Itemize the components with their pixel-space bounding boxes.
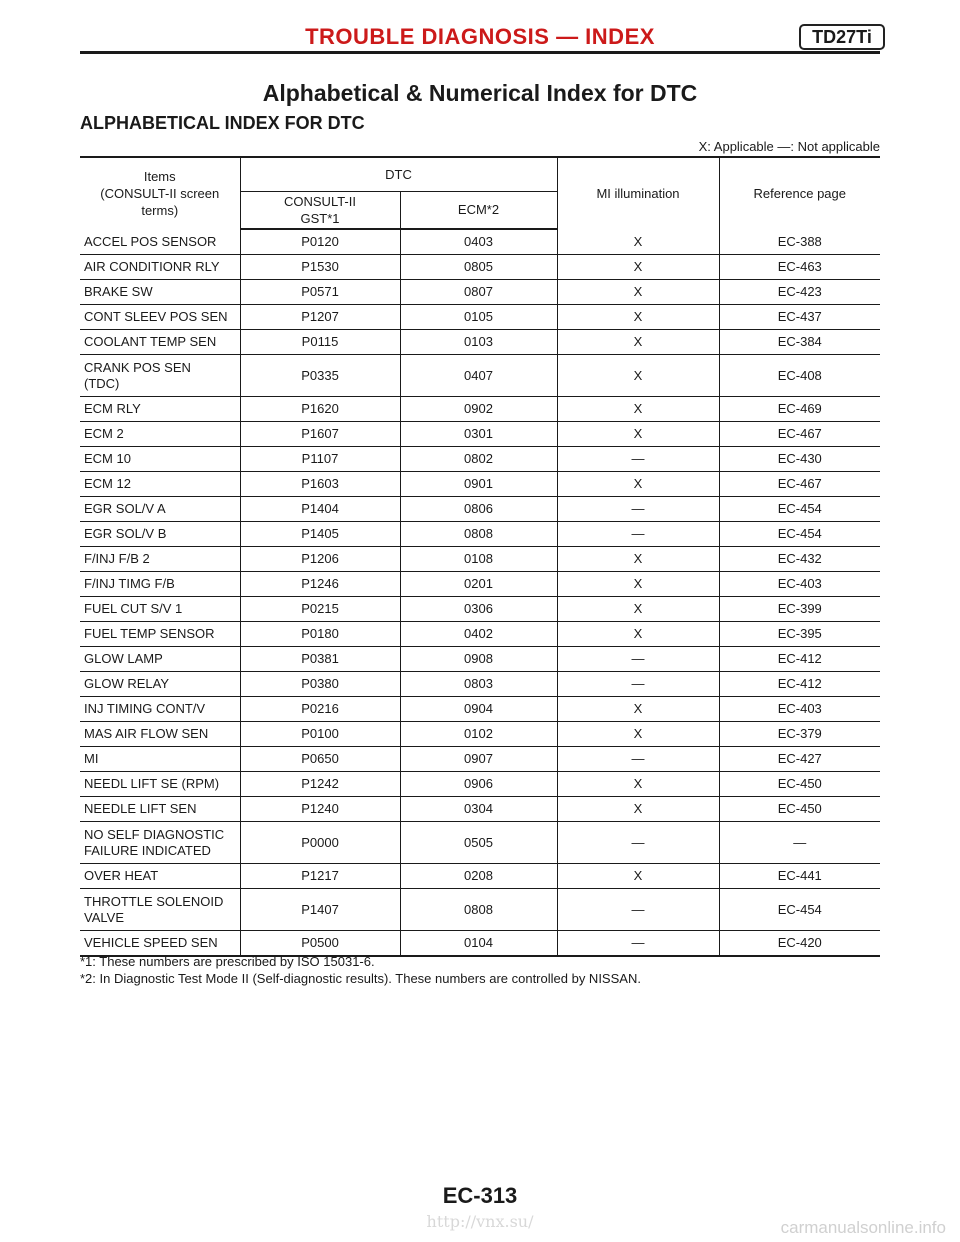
item-line1: FUEL CUT S/V 1 bbox=[84, 601, 183, 616]
reference-page-cell: EC-454 bbox=[719, 497, 880, 522]
item-cell bbox=[80, 822, 240, 864]
table-row bbox=[80, 280, 880, 305]
table-row bbox=[80, 597, 880, 622]
item-cell bbox=[80, 522, 240, 547]
item-cell bbox=[80, 547, 240, 572]
consult-code-cell: P0100 bbox=[240, 722, 400, 747]
item-cell bbox=[80, 422, 240, 447]
reference-page-cell: EC-441 bbox=[719, 864, 880, 889]
header-rule bbox=[80, 51, 880, 54]
mi-illumination-cell: X bbox=[557, 722, 719, 747]
reference-page-cell: EC-463 bbox=[719, 255, 880, 280]
table-row bbox=[80, 622, 880, 647]
consult-code-cell: P1607 bbox=[240, 422, 400, 447]
item-cell bbox=[80, 255, 240, 280]
reference-page-cell: EC-399 bbox=[719, 597, 880, 622]
consult-code-cell: P0000 bbox=[240, 822, 400, 864]
applicability-legend: X: Applicable —: Not applicable bbox=[698, 139, 880, 154]
ecm-code-cell: 0105 bbox=[400, 305, 557, 330]
item-line1: EGR SOL/V A bbox=[84, 501, 166, 516]
ecm-code-cell: 0505 bbox=[400, 822, 557, 864]
ecm-code-cell: 0403 bbox=[400, 229, 557, 255]
item-cell bbox=[80, 772, 240, 797]
item-line1: AIR CONDITIONR RLY bbox=[84, 259, 220, 274]
mi-illumination-cell: — bbox=[557, 497, 719, 522]
ecm-code-cell: 0103 bbox=[400, 330, 557, 355]
section-title: Alphabetical & Numerical Index for DTC bbox=[262, 80, 698, 106]
mi-illumination-cell: X bbox=[557, 697, 719, 722]
item-line1: NEEDL LIFT SE (RPM) bbox=[84, 776, 220, 791]
watermark-url: http://vnx.su/ bbox=[426, 1212, 534, 1231]
item-cell bbox=[80, 572, 240, 597]
item-line1: FUEL TEMP SENSOR bbox=[84, 626, 215, 641]
item-line1: GLOW RELAY bbox=[84, 676, 170, 691]
consult-code-cell: P0215 bbox=[240, 597, 400, 622]
table-row bbox=[80, 647, 880, 672]
consult-code-cell: P1207 bbox=[240, 305, 400, 330]
page-number: EC-313 bbox=[442, 1183, 518, 1208]
item-cell bbox=[80, 597, 240, 622]
table-row bbox=[80, 305, 880, 330]
consult-header-line1: CONSULT-II bbox=[284, 193, 356, 209]
ecm-code-cell: 0104 bbox=[400, 931, 557, 957]
ecm-code-cell: 0301 bbox=[400, 422, 557, 447]
mi-illumination-cell: X bbox=[557, 280, 719, 305]
ref-column-header: Reference page bbox=[719, 157, 880, 229]
item-line1: CONT SLEEV POS SEN bbox=[84, 309, 228, 324]
consult-code-cell: P0120 bbox=[240, 229, 400, 255]
ecm-code-cell: 0904 bbox=[400, 697, 557, 722]
reference-page-cell: EC-403 bbox=[719, 697, 880, 722]
consult-code-cell: P0115 bbox=[240, 330, 400, 355]
mi-illumination-cell: X bbox=[557, 330, 719, 355]
reference-page-cell: EC-412 bbox=[719, 647, 880, 672]
item-line1: MI bbox=[84, 751, 99, 766]
table-row bbox=[80, 330, 880, 355]
consult-code-cell: P1405 bbox=[240, 522, 400, 547]
subsection-title: ALPHABETICAL INDEX FOR DTC bbox=[80, 113, 365, 133]
reference-page-cell: EC-432 bbox=[719, 547, 880, 572]
items-header-line1: Items bbox=[143, 169, 176, 184]
consult-code-cell: P0381 bbox=[240, 647, 400, 672]
reference-page-cell: EC-454 bbox=[719, 522, 880, 547]
ecm-code-cell: 0906 bbox=[400, 772, 557, 797]
reference-page-cell: EC-450 bbox=[719, 797, 880, 822]
table-row bbox=[80, 672, 880, 697]
table-row bbox=[80, 472, 880, 497]
engine-model-badge: TD27Ti bbox=[799, 24, 885, 50]
item-cell bbox=[80, 697, 240, 722]
ecm-code-cell: 0201 bbox=[400, 572, 557, 597]
table-row bbox=[80, 355, 880, 397]
consult-code-cell: P0335 bbox=[240, 355, 400, 397]
mi-illumination-cell: X bbox=[557, 572, 719, 597]
reference-page-cell: EC-384 bbox=[719, 330, 880, 355]
consult-code-cell: P0216 bbox=[240, 697, 400, 722]
mi-illumination-cell: X bbox=[557, 355, 719, 397]
reference-page-cell: EC-423 bbox=[719, 280, 880, 305]
table-row bbox=[80, 572, 880, 597]
table-row bbox=[80, 497, 880, 522]
reference-page-cell: EC-427 bbox=[719, 747, 880, 772]
item-line1: ECM 10 bbox=[84, 451, 131, 466]
table-row bbox=[80, 889, 880, 931]
reference-page-cell: EC-408 bbox=[719, 355, 880, 397]
reference-page-cell: EC-454 bbox=[719, 889, 880, 931]
reference-page-cell: EC-430 bbox=[719, 447, 880, 472]
reference-page-cell: EC-469 bbox=[719, 397, 880, 422]
consult-code-cell: P1206 bbox=[240, 547, 400, 572]
item-line1: INJ TIMING CONT/V bbox=[84, 701, 206, 716]
dtc-group-header: DTC bbox=[240, 157, 557, 191]
item-cell bbox=[80, 497, 240, 522]
mi-illumination-cell: X bbox=[557, 797, 719, 822]
mi-illumination-cell: — bbox=[557, 647, 719, 672]
ecm-code-cell: 0407 bbox=[400, 355, 557, 397]
item-cell bbox=[80, 622, 240, 647]
mi-illumination-cell: X bbox=[557, 622, 719, 647]
consult-code-cell: P1240 bbox=[240, 797, 400, 822]
item-cell bbox=[80, 797, 240, 822]
table-row bbox=[80, 422, 880, 447]
item-line1: CRANK POS SEN bbox=[84, 359, 191, 375]
reference-page-cell: EC-412 bbox=[719, 672, 880, 697]
consult-code-cell: P1404 bbox=[240, 497, 400, 522]
ecm-code-cell: 0805 bbox=[400, 255, 557, 280]
item-line1: ECM 12 bbox=[84, 476, 131, 491]
table-row bbox=[80, 822, 880, 864]
ecm-code-cell: 0806 bbox=[400, 497, 557, 522]
consult-code-cell: P0650 bbox=[240, 747, 400, 772]
item-cell bbox=[80, 330, 240, 355]
ecm-code-cell: 0808 bbox=[400, 522, 557, 547]
item-cell bbox=[80, 647, 240, 672]
ecm-code-cell: 0108 bbox=[400, 547, 557, 572]
reference-page-cell: — bbox=[719, 822, 880, 864]
header-title: TROUBLE DIAGNOSIS — INDEX bbox=[305, 24, 655, 49]
item-cell bbox=[80, 355, 240, 397]
ecm-code-cell: 0807 bbox=[400, 280, 557, 305]
reference-page-cell: EC-403 bbox=[719, 572, 880, 597]
mi-illumination-cell: — bbox=[557, 931, 719, 957]
ecm-code-cell: 0901 bbox=[400, 472, 557, 497]
table-row bbox=[80, 447, 880, 472]
item-line1: VEHICLE SPEED SEN bbox=[84, 935, 218, 950]
item-line1: ACCEL POS SENSOR bbox=[84, 233, 217, 249]
reference-page-cell: EC-395 bbox=[719, 622, 880, 647]
ecm-code-cell: 0802 bbox=[400, 447, 557, 472]
footnotes bbox=[80, 953, 880, 987]
ecm-code-cell: 0907 bbox=[400, 747, 557, 772]
item-cell bbox=[80, 229, 240, 255]
reference-page-cell: EC-467 bbox=[719, 422, 880, 447]
table-row bbox=[80, 547, 880, 572]
table-row bbox=[80, 722, 880, 747]
mi-illumination-cell: X bbox=[557, 229, 719, 255]
reference-page-cell: EC-450 bbox=[719, 772, 880, 797]
mi-illumination-cell: X bbox=[557, 397, 719, 422]
ecm-code-cell: 0908 bbox=[400, 647, 557, 672]
footnote-1: *1: These numbers are prescribed by ISO 15031-6. bbox=[80, 954, 375, 969]
item-cell bbox=[80, 889, 240, 931]
items-header-line3: terms) bbox=[141, 203, 179, 218]
mi-illumination-cell: — bbox=[557, 447, 719, 472]
mi-illumination-cell: X bbox=[557, 422, 719, 447]
consult-code-cell: P0500 bbox=[240, 931, 400, 957]
mi-illumination-cell: — bbox=[557, 522, 719, 547]
item-cell bbox=[80, 722, 240, 747]
mi-illumination-cell: X bbox=[557, 772, 719, 797]
item-line1: ECM RLY bbox=[84, 401, 141, 416]
dtc-table-body bbox=[80, 229, 880, 956]
consult-header-line2: GST*1 bbox=[300, 210, 340, 226]
item-cell bbox=[80, 305, 240, 330]
consult-code-cell: P1107 bbox=[240, 447, 400, 472]
mi-illumination-cell: — bbox=[557, 889, 719, 931]
table-row bbox=[80, 397, 880, 422]
reference-page-cell: EC-379 bbox=[719, 722, 880, 747]
item-line1: GLOW LAMP bbox=[84, 651, 163, 666]
item-line1: OVER HEAT bbox=[84, 868, 159, 883]
mi-illumination-cell: X bbox=[557, 305, 719, 330]
item-cell bbox=[80, 447, 240, 472]
table-row bbox=[80, 772, 880, 797]
table-row bbox=[80, 697, 880, 722]
consult-code-cell: P1407 bbox=[240, 889, 400, 931]
mi-illumination-cell: X bbox=[557, 547, 719, 572]
watermark-site: carmanualsonline.info bbox=[780, 1218, 946, 1237]
ecm-column-header: ECM*2 bbox=[400, 191, 557, 229]
ecm-code-cell: 0208 bbox=[400, 864, 557, 889]
item-cell bbox=[80, 397, 240, 422]
item-line1: NO SELF DIAGNOSTIC bbox=[84, 826, 225, 842]
reference-page-cell: EC-388 bbox=[719, 229, 880, 255]
dtc-index-table bbox=[80, 156, 880, 957]
item-cell bbox=[80, 864, 240, 889]
mi-illumination-cell: — bbox=[557, 747, 719, 772]
consult-code-cell: P1242 bbox=[240, 772, 400, 797]
reference-page-cell: EC-420 bbox=[719, 931, 880, 957]
ecm-code-cell: 0306 bbox=[400, 597, 557, 622]
ecm-code-cell: 0402 bbox=[400, 622, 557, 647]
item-line2: FAILURE INDICATED bbox=[84, 842, 211, 858]
table-row bbox=[80, 797, 880, 822]
consult-code-cell: P1217 bbox=[240, 864, 400, 889]
items-column-header bbox=[80, 157, 240, 229]
mi-illumination-cell: X bbox=[557, 255, 719, 280]
consult-code-cell: P0180 bbox=[240, 622, 400, 647]
item-line1: COOLANT TEMP SEN bbox=[84, 334, 217, 349]
item-line1: THROTTLE SOLENOID bbox=[84, 893, 224, 909]
item-line1: NEEDLE LIFT SEN bbox=[84, 801, 197, 816]
items-header-line2: (CONSULT-II screen bbox=[100, 186, 220, 201]
ecm-code-cell: 0902 bbox=[400, 397, 557, 422]
mi-illumination-cell: — bbox=[557, 672, 719, 697]
item-cell bbox=[80, 280, 240, 305]
ecm-code-cell: 0102 bbox=[400, 722, 557, 747]
item-line2: (TDC) bbox=[84, 375, 120, 391]
footnote-2: *2: In Diagnostic Test Mode II (Self-diagnostic results). These numbers are controlled by NISSAN. bbox=[80, 971, 641, 986]
mi-illumination-cell: X bbox=[557, 597, 719, 622]
consult-code-cell: P1603 bbox=[240, 472, 400, 497]
ecm-code-cell: 0803 bbox=[400, 672, 557, 697]
item-line1: BRAKE SW bbox=[84, 284, 153, 299]
mi-column-header: MI illumination bbox=[557, 157, 719, 229]
mi-illumination-cell: X bbox=[557, 472, 719, 497]
consult-code-cell: P0571 bbox=[240, 280, 400, 305]
item-line1: F/INJ TIMG F/B bbox=[84, 576, 175, 591]
consult-code-cell: P1246 bbox=[240, 572, 400, 597]
consult-code-cell: P1530 bbox=[240, 255, 400, 280]
table-row bbox=[80, 229, 880, 255]
mi-illumination-cell: — bbox=[557, 822, 719, 864]
table-row bbox=[80, 522, 880, 547]
ecm-code-cell: 0808 bbox=[400, 889, 557, 931]
table-row bbox=[80, 255, 880, 280]
item-line1: EGR SOL/V B bbox=[84, 526, 167, 541]
consult-column-header bbox=[240, 191, 400, 229]
table-row bbox=[80, 864, 880, 889]
consult-code-cell: P0380 bbox=[240, 672, 400, 697]
item-line1: F/INJ F/B 2 bbox=[84, 551, 150, 566]
item-line1: ECM 2 bbox=[84, 426, 124, 441]
item-line2: VALVE bbox=[84, 909, 124, 925]
item-line1: MAS AIR FLOW SEN bbox=[84, 726, 209, 741]
table-row bbox=[80, 747, 880, 772]
item-cell bbox=[80, 472, 240, 497]
mi-illumination-cell: X bbox=[557, 864, 719, 889]
item-cell bbox=[80, 747, 240, 772]
consult-code-cell: P1620 bbox=[240, 397, 400, 422]
reference-page-cell: EC-467 bbox=[719, 472, 880, 497]
ecm-code-cell: 0304 bbox=[400, 797, 557, 822]
reference-page-cell: EC-437 bbox=[719, 305, 880, 330]
item-cell bbox=[80, 672, 240, 697]
